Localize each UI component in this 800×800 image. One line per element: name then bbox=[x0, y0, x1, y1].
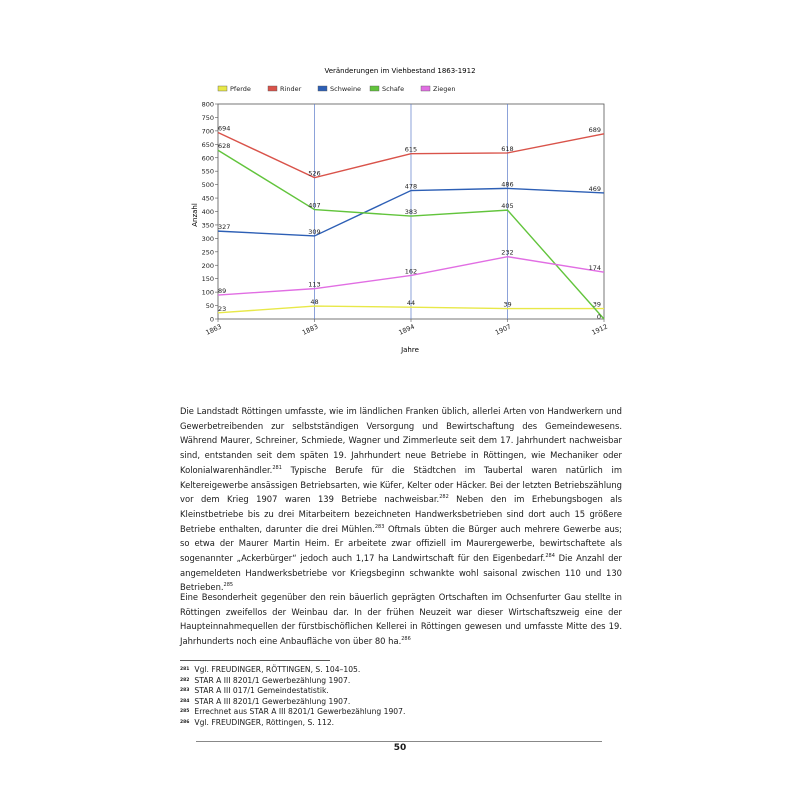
y-tick-label: 500 bbox=[201, 181, 214, 190]
data-label: 486 bbox=[501, 180, 514, 189]
page-divider bbox=[196, 741, 602, 742]
y-tick-label: 650 bbox=[201, 140, 214, 149]
x-axis-label: Jahre bbox=[401, 346, 419, 354]
legend-swatch bbox=[218, 86, 227, 91]
data-label: 48 bbox=[310, 298, 319, 307]
para1-sentence: Neben den im Erhebungsbogen als Kleinstbetriebe bis zu drei Mitarbeitern bezeichneten Handwerksbetrieben sind dort auch 15 größere Betriebe enthalten, darunter die drei Mühlen. bbox=[180, 494, 622, 534]
data-label: 407 bbox=[308, 201, 321, 210]
y-tick-label: 450 bbox=[201, 194, 214, 203]
x-tick-label: 1863 bbox=[204, 322, 223, 337]
data-label: 628 bbox=[218, 142, 231, 151]
data-label: 113 bbox=[308, 280, 321, 289]
legend-label: Ziegen bbox=[433, 85, 456, 93]
footnote-ref: 286 bbox=[401, 636, 411, 643]
x-tick-label: 1912 bbox=[590, 322, 609, 337]
plot-area bbox=[202, 101, 609, 337]
data-label: 39 bbox=[592, 300, 601, 309]
footnote-number: 285 bbox=[180, 709, 190, 715]
footnotes bbox=[180, 665, 620, 729]
y-tick-label: 400 bbox=[201, 208, 214, 216]
footnote-number: 281 bbox=[180, 667, 190, 672]
footnote bbox=[180, 718, 620, 729]
y-tick-label: 700 bbox=[201, 127, 214, 136]
data-label: 232 bbox=[501, 248, 514, 257]
data-label: 615 bbox=[404, 145, 418, 154]
paragraph-viticulture bbox=[180, 590, 622, 649]
data-label: 469 bbox=[588, 184, 601, 193]
data-label: 309 bbox=[308, 227, 321, 236]
footnote-ref: 284 bbox=[545, 553, 555, 560]
y-tick-label: 600 bbox=[201, 154, 214, 163]
legend-label: Schafe bbox=[382, 85, 405, 93]
y-tick-label: 100 bbox=[201, 288, 214, 297]
y-tick-label: 550 bbox=[201, 167, 214, 176]
footnote-text: Errechnet aus STAR A III 8201/1 Gewerbezählung 1907. bbox=[194, 707, 406, 717]
data-label: 89 bbox=[218, 287, 227, 296]
y-tick-label: 50 bbox=[205, 302, 214, 311]
footnote-ref: 283 bbox=[374, 523, 385, 530]
data-label: 162 bbox=[404, 267, 418, 276]
footnote-text: STAR A III 8201/1 Gewerbezählung 1907. bbox=[194, 675, 351, 685]
footnote-number: 284 bbox=[180, 698, 190, 704]
legend-swatch bbox=[318, 86, 327, 91]
data-label: 689 bbox=[588, 125, 601, 134]
chart-title: Veränderungen im Viehbestand 1863-1912 bbox=[324, 67, 476, 75]
footnote bbox=[180, 697, 620, 708]
para1-sentence: Die Landstadt Röttingen umfasste, wie im ländlichen Franken üblich, allerlei Arten von Handwerkern und Gewerbetreibenden zur selbstständigen Versorgung und Bewirtschaftung des Gemeindewesens. Während Maurer, Schreiner, Schmiede, Wagner und Zimmerleute seit dem 17. Jahrhundert nachweisbar sind, entstanden seit dem späten 19. Jahrhundert neue Betriebe in Röttingen, wie Mechaniker oder Kolonialwarenhändler. bbox=[180, 406, 622, 475]
para1-sentence: Oftmals übten die Bürger auch mehrere Gewerbe aus; so etwa der Maurer Martin Heim. Er arbeitete zwar offiziell im Maurergewerbe, bewirtschaftete als sogenannter „Ackerbürger“ jedoch auch 1,17 ha Landwirtschaft für den Eigenbedarf. bbox=[180, 523, 622, 564]
footnote-ref: 282 bbox=[439, 494, 449, 501]
para1-sentence: Die Anzahl der angemeldeten Handwerksbetriebe vor Kriegsbeginn schwankte wohl saisonal zwischen 110 und 130 Betrieben. bbox=[180, 553, 622, 593]
footnote bbox=[180, 676, 620, 687]
para2-text: Eine Besonderheit gegenüber den rein bäuerlich geprägten Ortschaften im Ochsenfurter Gau stellte in Röttingen zweifellos der Weinbau dar. In der frühen Neuzeit war dieser Wirtschaftszweig eine der Haupteinnahmequellen der fürstbischöflichen Kellerei in Röttingen gewesen und umfasste Mitte des 19. Jahrhunderts noch eine Anbaufläche von über 80 ha. bbox=[180, 592, 622, 647]
y-tick-label: 150 bbox=[201, 275, 214, 284]
legend-label: Pferde bbox=[230, 85, 251, 93]
footnote bbox=[180, 686, 620, 697]
data-label: 0 bbox=[596, 313, 601, 321]
paragraph-crafts bbox=[180, 404, 622, 595]
data-label: 405 bbox=[501, 202, 514, 211]
page-number: 50 bbox=[393, 743, 407, 753]
y-tick-label: 350 bbox=[201, 221, 214, 230]
footnote-ref: 281 bbox=[272, 465, 282, 472]
legend-swatch bbox=[421, 86, 430, 91]
footnote-number: 286 bbox=[180, 719, 190, 725]
y-tick-label: 200 bbox=[201, 261, 214, 270]
para1-sentence: Typische Berufe für die Städtchen im Taubertal waren natürlich im Keltereigewerbe ansässigen Betriebsarten, wie Küfer, Kelter oder Häcker. Bei der letzten Betriebszählung vor dem Krieg 1907 waren 139 Betriebe nachweisbar. bbox=[180, 464, 622, 505]
x-tick-label: 1883 bbox=[300, 322, 320, 337]
footnote-text: STAR A III 017/1 Gemeindestatistik. bbox=[194, 686, 329, 696]
data-label: 478 bbox=[404, 182, 418, 191]
legend-swatch bbox=[268, 86, 277, 91]
legend-label: Rinder bbox=[280, 85, 302, 93]
y-tick-label: 800 bbox=[201, 100, 214, 109]
x-tick-label: 1907 bbox=[493, 322, 513, 337]
chart-legend bbox=[218, 85, 456, 93]
y-tick-label: 250 bbox=[201, 248, 214, 257]
y-axis-label: Anzahl bbox=[191, 203, 199, 227]
data-label: 327 bbox=[218, 223, 231, 232]
x-tick-label: 1894 bbox=[397, 322, 416, 337]
footnote bbox=[180, 665, 620, 676]
legend-swatch bbox=[370, 86, 379, 91]
legend-label: Schweine bbox=[330, 85, 362, 93]
footnote-divider bbox=[180, 660, 330, 661]
footnote-text: Vgl. FREUDINGER, Röttingen, S. 112. bbox=[194, 717, 335, 727]
y-tick-label: 750 bbox=[201, 113, 214, 122]
data-label: 174 bbox=[588, 264, 601, 273]
data-label: 39 bbox=[503, 300, 512, 309]
data-label: 526 bbox=[308, 169, 321, 178]
y-tick-label: 0 bbox=[209, 315, 214, 324]
footnote-number: 283 bbox=[180, 688, 190, 694]
data-label: 694 bbox=[218, 124, 231, 133]
data-label: 383 bbox=[404, 208, 418, 217]
footnote-text: STAR A III 8201/1 Gewerbezählung 1907. bbox=[194, 696, 351, 706]
data-label: 618 bbox=[501, 144, 514, 153]
y-tick-label: 300 bbox=[201, 234, 214, 243]
footnote-number: 282 bbox=[180, 677, 190, 683]
footnote bbox=[180, 707, 620, 718]
data-label: 44 bbox=[406, 299, 416, 308]
footnote-text: Vgl. FREUDINGER, RÖTTINGEN, S. 104–105. bbox=[194, 665, 361, 674]
footnote-ref: 285 bbox=[223, 582, 234, 589]
data-label: 23 bbox=[218, 304, 227, 313]
